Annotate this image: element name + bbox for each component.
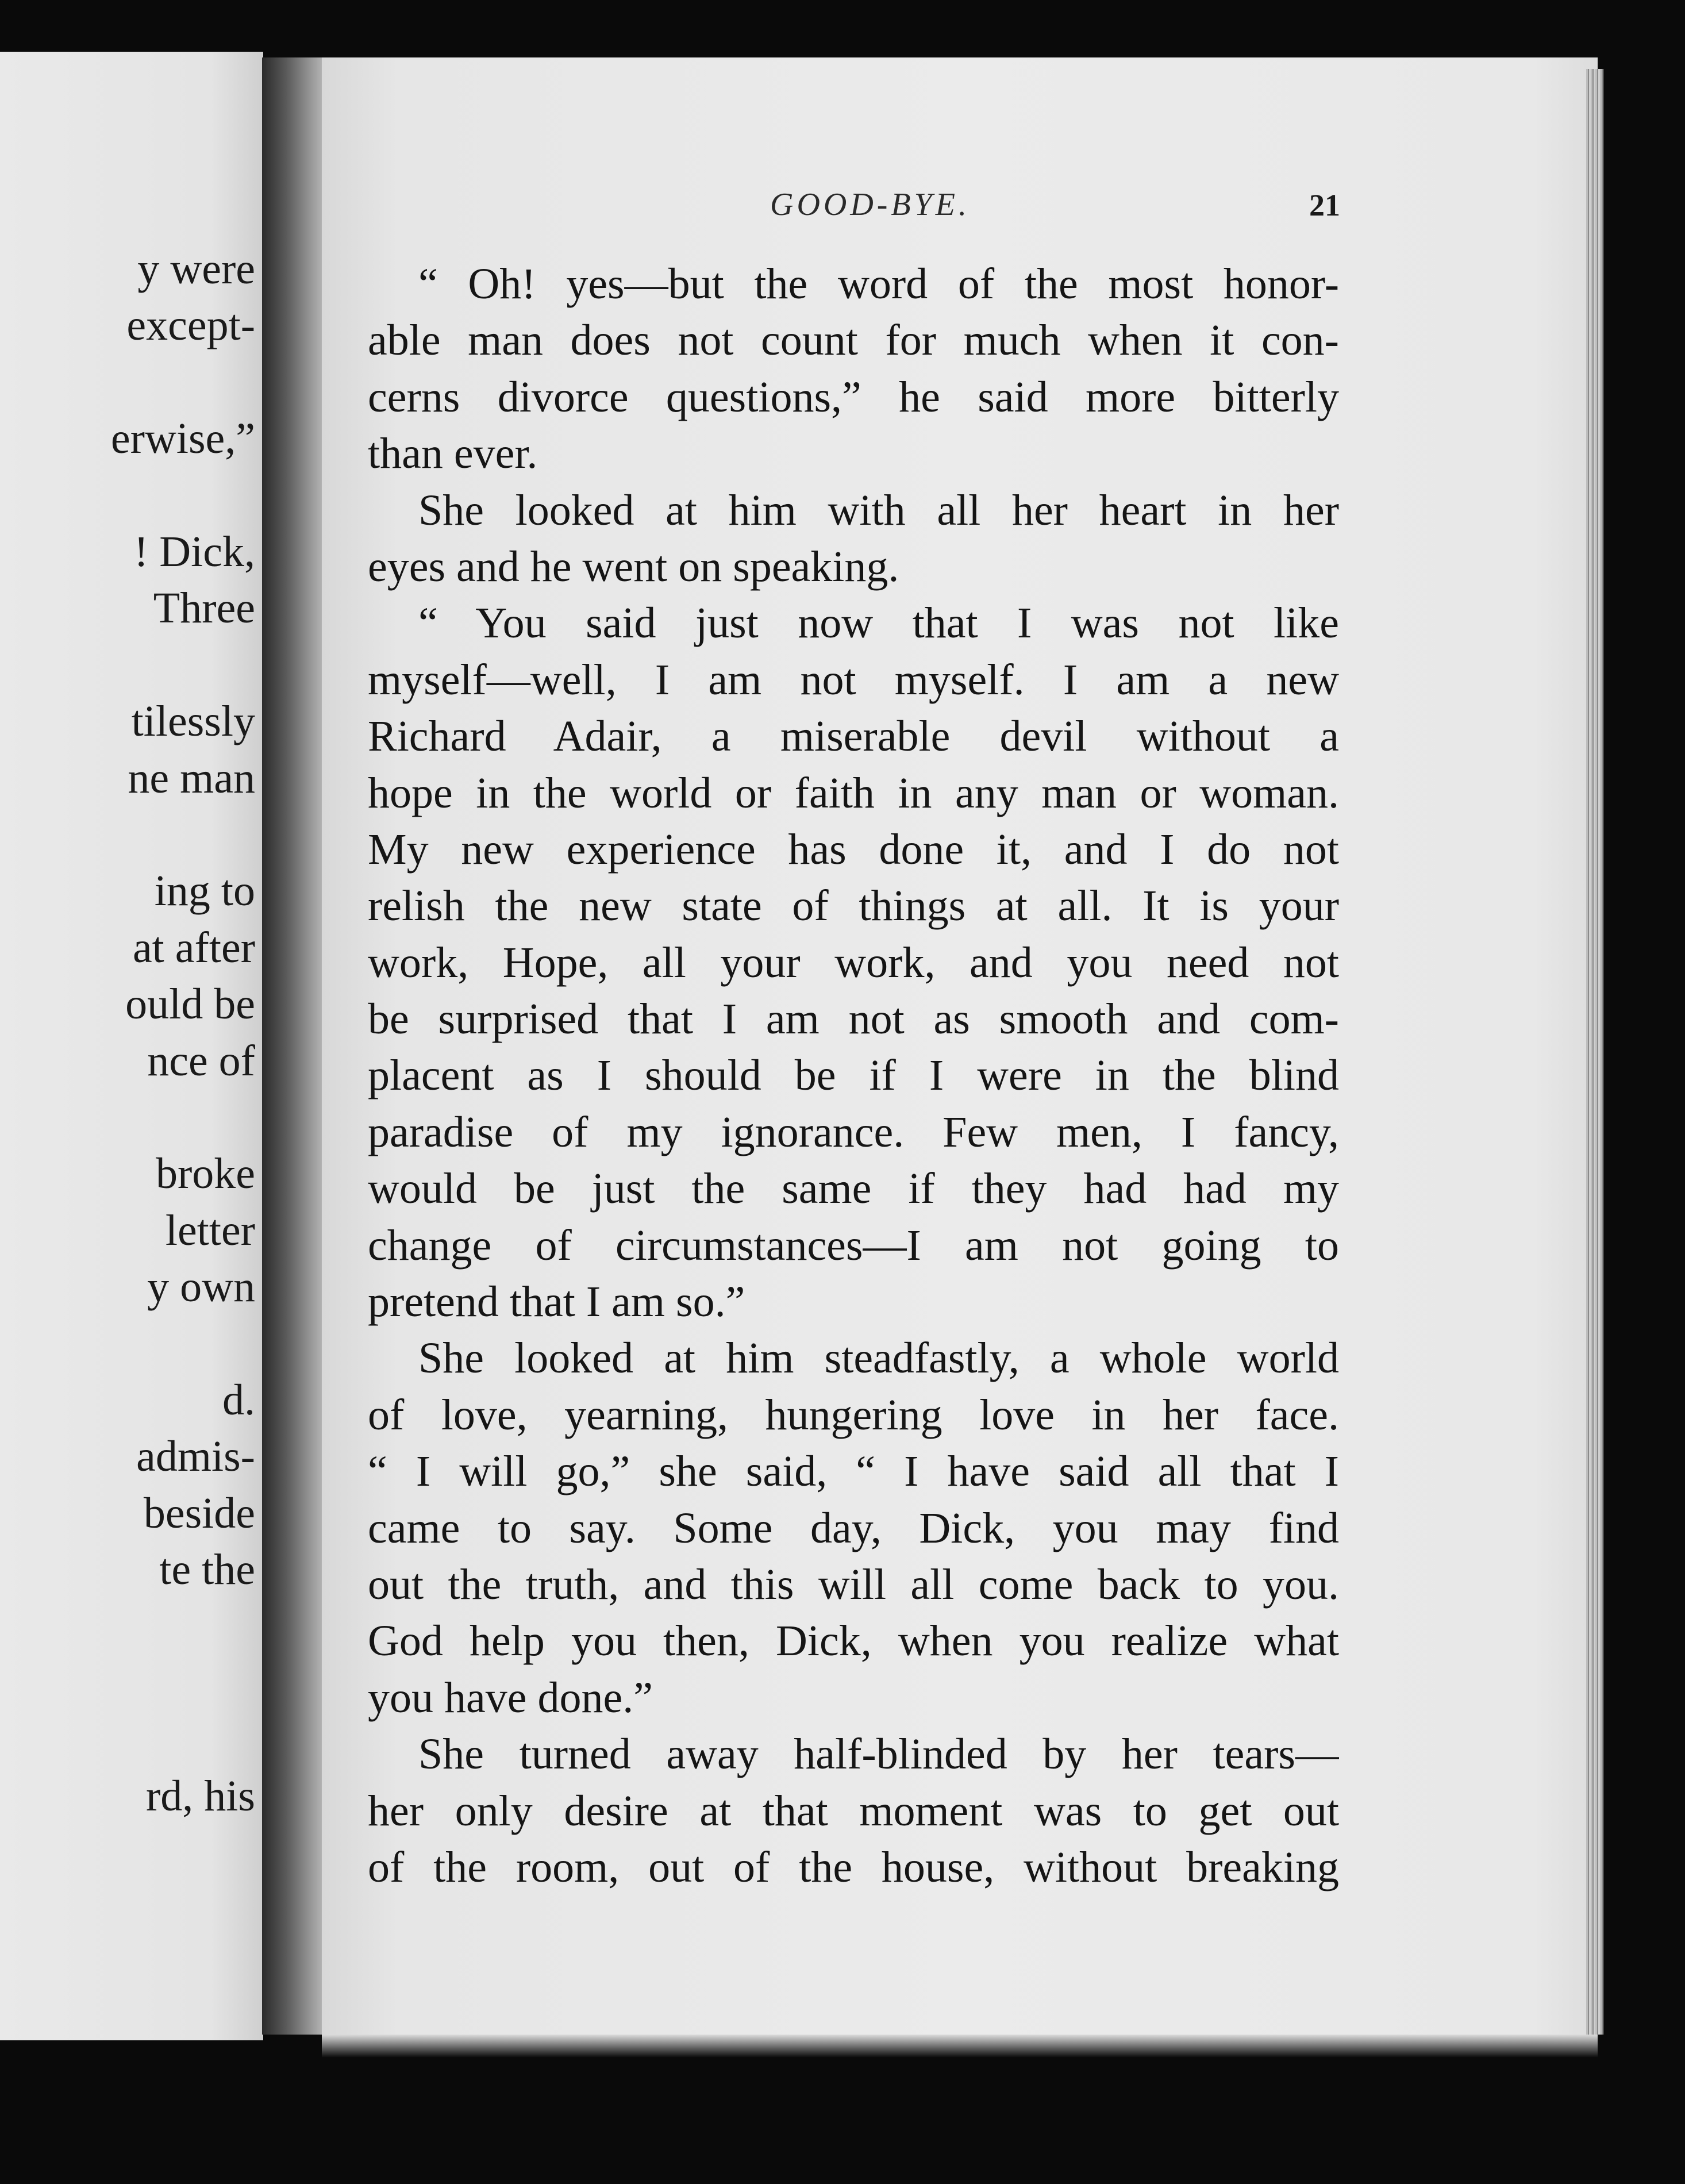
left-page-fragment: Three bbox=[153, 584, 255, 633]
text-line: pretend that I am so.” bbox=[368, 1278, 745, 1326]
left-page-fragment: ne man bbox=[128, 753, 255, 802]
left-page-fragment: y own bbox=[147, 1263, 255, 1312]
left-page-fragment: te the bbox=[159, 1545, 255, 1594]
body-text bbox=[368, 256, 1339, 1895]
left-page-fragment: ould be bbox=[125, 980, 255, 1029]
text-line: paradise of my ignorance. Few men, I fancy, bbox=[368, 1108, 1339, 1156]
text-line: She looked at him steadfastly, a whole world bbox=[418, 1334, 1339, 1383]
left-page-fragment: broke bbox=[155, 1149, 255, 1198]
left-page-fragment: y were bbox=[137, 245, 255, 293]
text-line: hope in the world or faith in any man or woman. bbox=[368, 768, 1339, 817]
book-gutter-shadow bbox=[262, 57, 331, 2035]
left-page-fragment: rd, his bbox=[146, 1771, 255, 1820]
left-facing-page bbox=[0, 52, 263, 2040]
text-line: Richard Adair, a miserable devil without a bbox=[368, 712, 1339, 761]
left-page-fragment: d. bbox=[222, 1376, 255, 1424]
page-number: 21 bbox=[1309, 188, 1340, 222]
text-line: “ I will go,” she said, “ I have said all that I bbox=[368, 1447, 1339, 1496]
text-line: work, Hope, all your work, and you need not bbox=[368, 938, 1339, 987]
text-line: came to say. Some day, Dick, you may find bbox=[368, 1504, 1339, 1552]
running-head: GOOD-BYE. bbox=[770, 187, 970, 222]
text-line: My new experience has done it, and I do not bbox=[368, 825, 1339, 874]
text-line: able man does not count for much when it con- bbox=[368, 316, 1339, 365]
text-line: change of circumstances—I am not going to bbox=[368, 1221, 1339, 1270]
text-line: her only desire at that moment was to get out bbox=[368, 1786, 1339, 1835]
text-line: than ever. bbox=[368, 429, 538, 478]
text-line: God help you then, Dick, when you realize what bbox=[368, 1617, 1339, 1666]
page-bottom-edge bbox=[322, 2035, 1598, 2058]
text-line: out the truth, and this will all come back to you. bbox=[368, 1560, 1339, 1609]
text-line: of the room, out of the house, without breaking bbox=[368, 1843, 1339, 1891]
left-page-fragment: ! Dick, bbox=[133, 528, 255, 576]
text-line: “ Oh! yes—but the word of the most honor- bbox=[418, 260, 1339, 308]
left-page-fragment: erwise,” bbox=[110, 414, 255, 463]
text-line: be surprised that I am not as smooth and com- bbox=[368, 995, 1339, 1044]
text-line: would be just the same if they had had my bbox=[368, 1164, 1339, 1213]
text-line: you have done.” bbox=[368, 1673, 653, 1722]
text-line: cerns divorce questions,” he said more bitterly bbox=[368, 372, 1339, 421]
text-line: eyes and he went on speaking. bbox=[368, 542, 899, 591]
text-line: relish the new state of things at all. It is your bbox=[368, 882, 1339, 930]
left-page-fragment: tilessly bbox=[131, 697, 255, 746]
left-page-fragment: at after bbox=[132, 923, 255, 972]
text-line: myself—well, I am not myself. I am a new bbox=[368, 655, 1339, 704]
page-edge bbox=[1586, 69, 1603, 2035]
text-line: placent as I should be if I were in the blind bbox=[368, 1051, 1339, 1100]
left-page-fragment: letter bbox=[165, 1206, 255, 1255]
left-page-fragment: beside bbox=[143, 1489, 255, 1537]
text-line: “ You said just now that I was not like bbox=[418, 599, 1339, 648]
text-line: She turned away half-blinded by her tears— bbox=[418, 1730, 1339, 1779]
left-page-fragment: admis- bbox=[136, 1432, 255, 1481]
text-line: She looked at him with all her heart in her bbox=[418, 486, 1339, 535]
text-line: of love, yearning, hungering love in her face. bbox=[368, 1390, 1339, 1439]
left-page-fragment: nce of bbox=[147, 1036, 255, 1085]
left-page-fragment: except- bbox=[126, 301, 255, 350]
left-page-fragment: ing to bbox=[154, 867, 255, 916]
